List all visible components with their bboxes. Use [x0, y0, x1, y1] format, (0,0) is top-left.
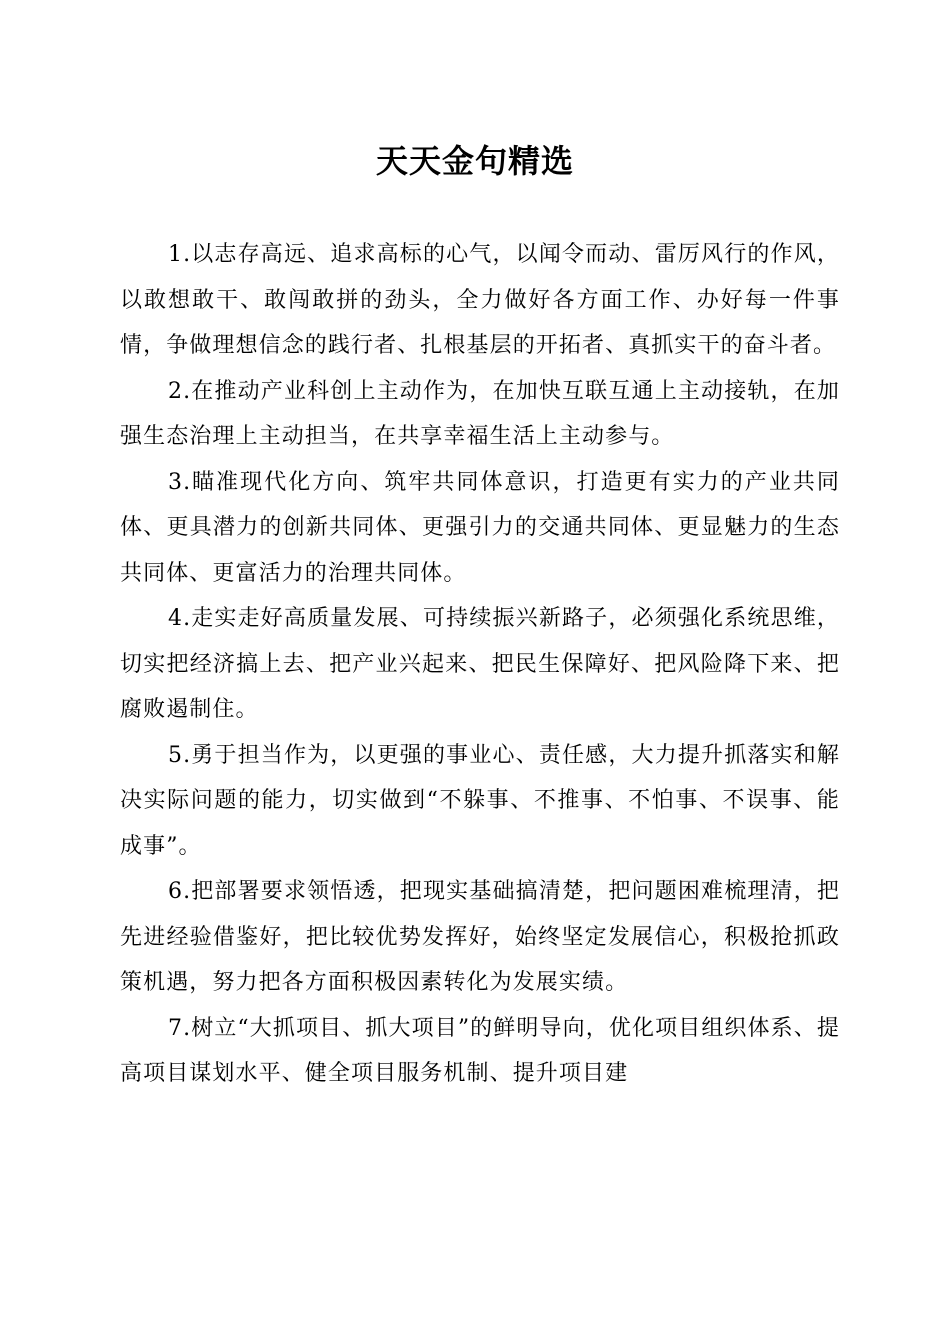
- quote-paragraph-6: 6.把部署要求领悟透，把现实基础搞清楚，把问题困难梳理清，把先进经验借鉴好，把比较优势发挥好，始终坚定发展信心，积极抢抓政策机遇，努力把各方面积极因素转化为发展实绩。: [120, 879, 840, 995]
- document-title: 天天金句精选: [375, 142, 574, 180]
- quote-paragraph-3: 3.瞄准现代化方向、筑牢共同体意识，打造更有实力的产业共同体、更具潜力的创新共同体、更强引力的交通共同体、更显魅力的生态共同体、更富活力的治理共同体。: [120, 469, 840, 586]
- quote-paragraph-1: 1.以志存高远、追求高标的心气，以闻令而动、雷厉风行的作风，以敢想敢干、敢闯敢拼的劲头，全力做好各方面工作、办好每一件事情，争做理想信念的践行者、扎根基层的开拓者、真抓实干的奋斗者。: [120, 242, 840, 358]
- quote-paragraph-2: 2.在推动产业科创上主动作为，在加快互联互通上主动接轨，在加强生态治理上主动担当，在共享幸福生活上主动参与。: [120, 378, 840, 449]
- quote-paragraph-5: 5.勇于担当作为，以更强的事业心、责任感，大力提升抓落实和解决实际问题的能力，切实做到“不躲事、不推事、不怕事、不误事、能成事”。: [120, 742, 840, 859]
- document-body: [120, 232, 840, 1097]
- quote-paragraph-4: 4.走实走好高质量发展、可持续振兴新路子，必须强化系统思维，切实把经济搞上去、把产业兴起来、把民生保障好、把风险降下来、把腐败遏制住。: [120, 606, 840, 722]
- quote-paragraph-7: 7.树立“大抓项目、抓大项目”的鲜明导向，优化项目组织体系、提高项目谋划水平、健全项目服务机制、提升项目建: [120, 1015, 840, 1086]
